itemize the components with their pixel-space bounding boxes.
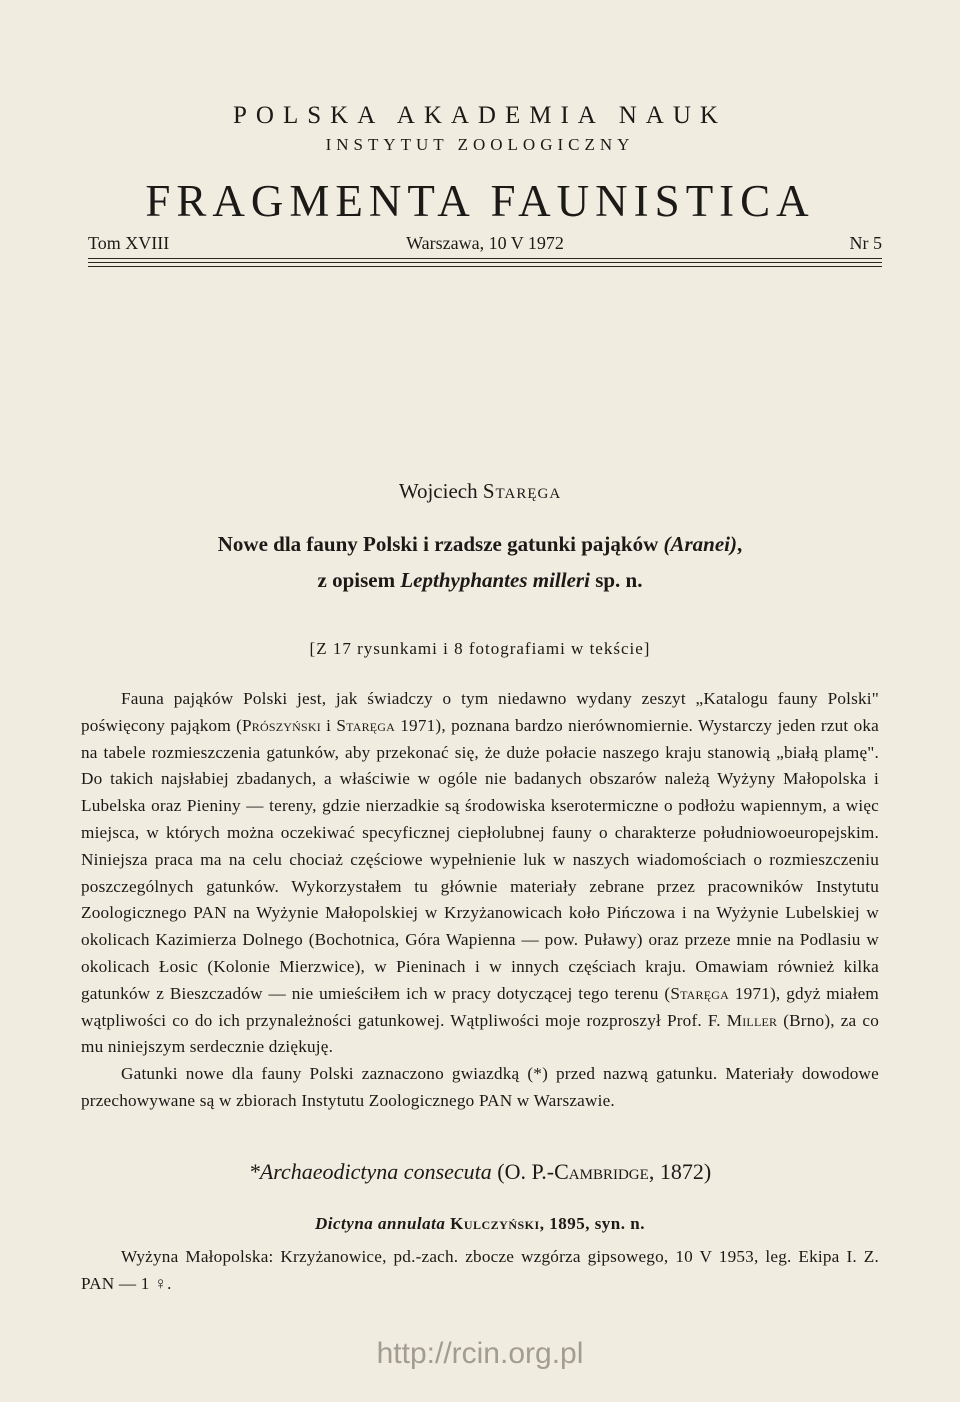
text: 1971), poznana bardzo nierównomiernie. Wystarczy jeden rzut oka na tabele rozmieszczenia gatunków, aby przekonać się, że duże połacie naszego kraju stanowią „białą plamę". Do takich najsłabiej zbadanych, a właściwie w ogóle nie badanych obszarów należą Wyżyny Małopolska i Lubelska oraz Pieniny — tereny, gdzie nierzadkie są środowiska kserotermiczne o podłożu wapiennym, a więc miejsca, w których można oczekiwać specyficznej ciepłolubnej fauny o charakterze południowoeuropejskim. Niniejsza praca ma na celu chociaż częściowe wypełnienie luk w naszych wiadomościach o rozmieszczeniu poszczególnych gatunków. Wykorzystałem tu głównie materiały zebrane przez pracowników Instytutu Zoologicznego PAN na Wyżynie Małopolskiej w Krzyżanowicach koło Pińczowa i na Wyżynie Lubelskiej w okolicach Kazimierza Dolnego (Bochotnica, Góra Wapienna — pow. Puławy) oraz przeze mnie na Podlasiu w okolicach Łosic (Kolonie Mierzwice), w Pieninach i w innych częściach kraju. Omawiam również kilka gatunków z Bieszczadów — nie umieściłem ich w pracy dotyczącej tego terenu ( bbox=[81, 715, 879, 1003]
text: (Brno), za co mu niniejszym serdecznie dziękuję. bbox=[81, 1010, 879, 1057]
synonym-name: Dictyna annulata bbox=[315, 1214, 446, 1233]
journal-title: FRAGMENTA FAUNISTICA bbox=[145, 176, 815, 226]
header-rule-top bbox=[88, 258, 882, 259]
citation-author: Staręga bbox=[670, 983, 730, 1003]
species-author-name: Cambridge bbox=[554, 1159, 649, 1184]
paragraph: Gatunki nowe dla fauny Polski zaznaczono gwiazdką (*) przed nazwą gatunku. Materiały dowodowe przechowywane są w zbiorach Instytutu Zoologicznego PAN w Warszawie. bbox=[81, 1064, 879, 1110]
title-species-status: sp. n. bbox=[595, 568, 643, 592]
author-first-name: Wojciech bbox=[398, 479, 478, 503]
issue-line bbox=[88, 231, 882, 255]
paragraph bbox=[81, 686, 879, 1061]
material-record bbox=[81, 1244, 879, 1298]
citation-author: Miller bbox=[726, 1010, 778, 1030]
species-year: , 1872) bbox=[648, 1159, 712, 1184]
issue-date: Warszawa, 10 V 1972 bbox=[406, 233, 564, 253]
institute-name: INSTYTUT ZOOLOGICZNY bbox=[325, 135, 635, 154]
title-species: Lepthyphantes milleri bbox=[400, 568, 590, 592]
header-rule-middle bbox=[88, 262, 882, 263]
species-author: (O. P.- bbox=[497, 1159, 555, 1184]
title-taxon: (Aranei) bbox=[663, 532, 737, 556]
author-last-name: Staręga bbox=[482, 479, 562, 503]
text: 1971), gdyż miałem wątpliwości co do ich przynależności gatunkowej. Wątpliwości moje rozproszył Prof. F. bbox=[81, 983, 879, 1030]
academy-name: POLSKA AKADEMIA NAUK bbox=[233, 102, 727, 129]
synonym-line bbox=[0, 1212, 960, 1236]
paragraph: Wyżyna Małopolska: Krzyżanowice, pd.-zach. zbocze wzgórza gipsowego, 10 V 1953, leg. Ekipa I. Z. PAN — 1 ♀. bbox=[81, 1247, 879, 1293]
species-name: *Archaeodictyna consecuta bbox=[248, 1159, 492, 1184]
text: i bbox=[320, 715, 337, 735]
species-heading bbox=[0, 1158, 960, 1186]
watermark-url: http://rcin.org.pl bbox=[376, 1337, 584, 1370]
citation-author: Staręga bbox=[336, 715, 396, 735]
synonym-author: Kulczyński bbox=[450, 1214, 540, 1233]
article-title-line-1 bbox=[0, 531, 960, 557]
figures-note: [Z 17 rysunkami i 8 fotografiami w tekście] bbox=[309, 639, 651, 658]
synonym-year: , 1895, syn. n. bbox=[539, 1214, 645, 1233]
title-text: Nowe dla fauny Polski i rzadsze gatunki pająków bbox=[217, 532, 659, 556]
article-title-line-2 bbox=[0, 567, 960, 593]
issue-number: Nr 5 bbox=[849, 233, 882, 253]
title-comma: , bbox=[736, 532, 743, 556]
article-body bbox=[81, 686, 879, 1115]
text: Fauna pająków Polski jest, jak świadczy o tym niedawno wydany zeszyt „Katalogu fauny Polski" poświęcony pająkom ( bbox=[81, 689, 879, 735]
title-text: z opisem bbox=[317, 568, 396, 592]
header-rule-bottom bbox=[88, 266, 882, 267]
citation-author: Prószyński bbox=[242, 715, 321, 735]
author bbox=[0, 478, 960, 504]
volume-label: Tom XVIII bbox=[88, 233, 170, 253]
